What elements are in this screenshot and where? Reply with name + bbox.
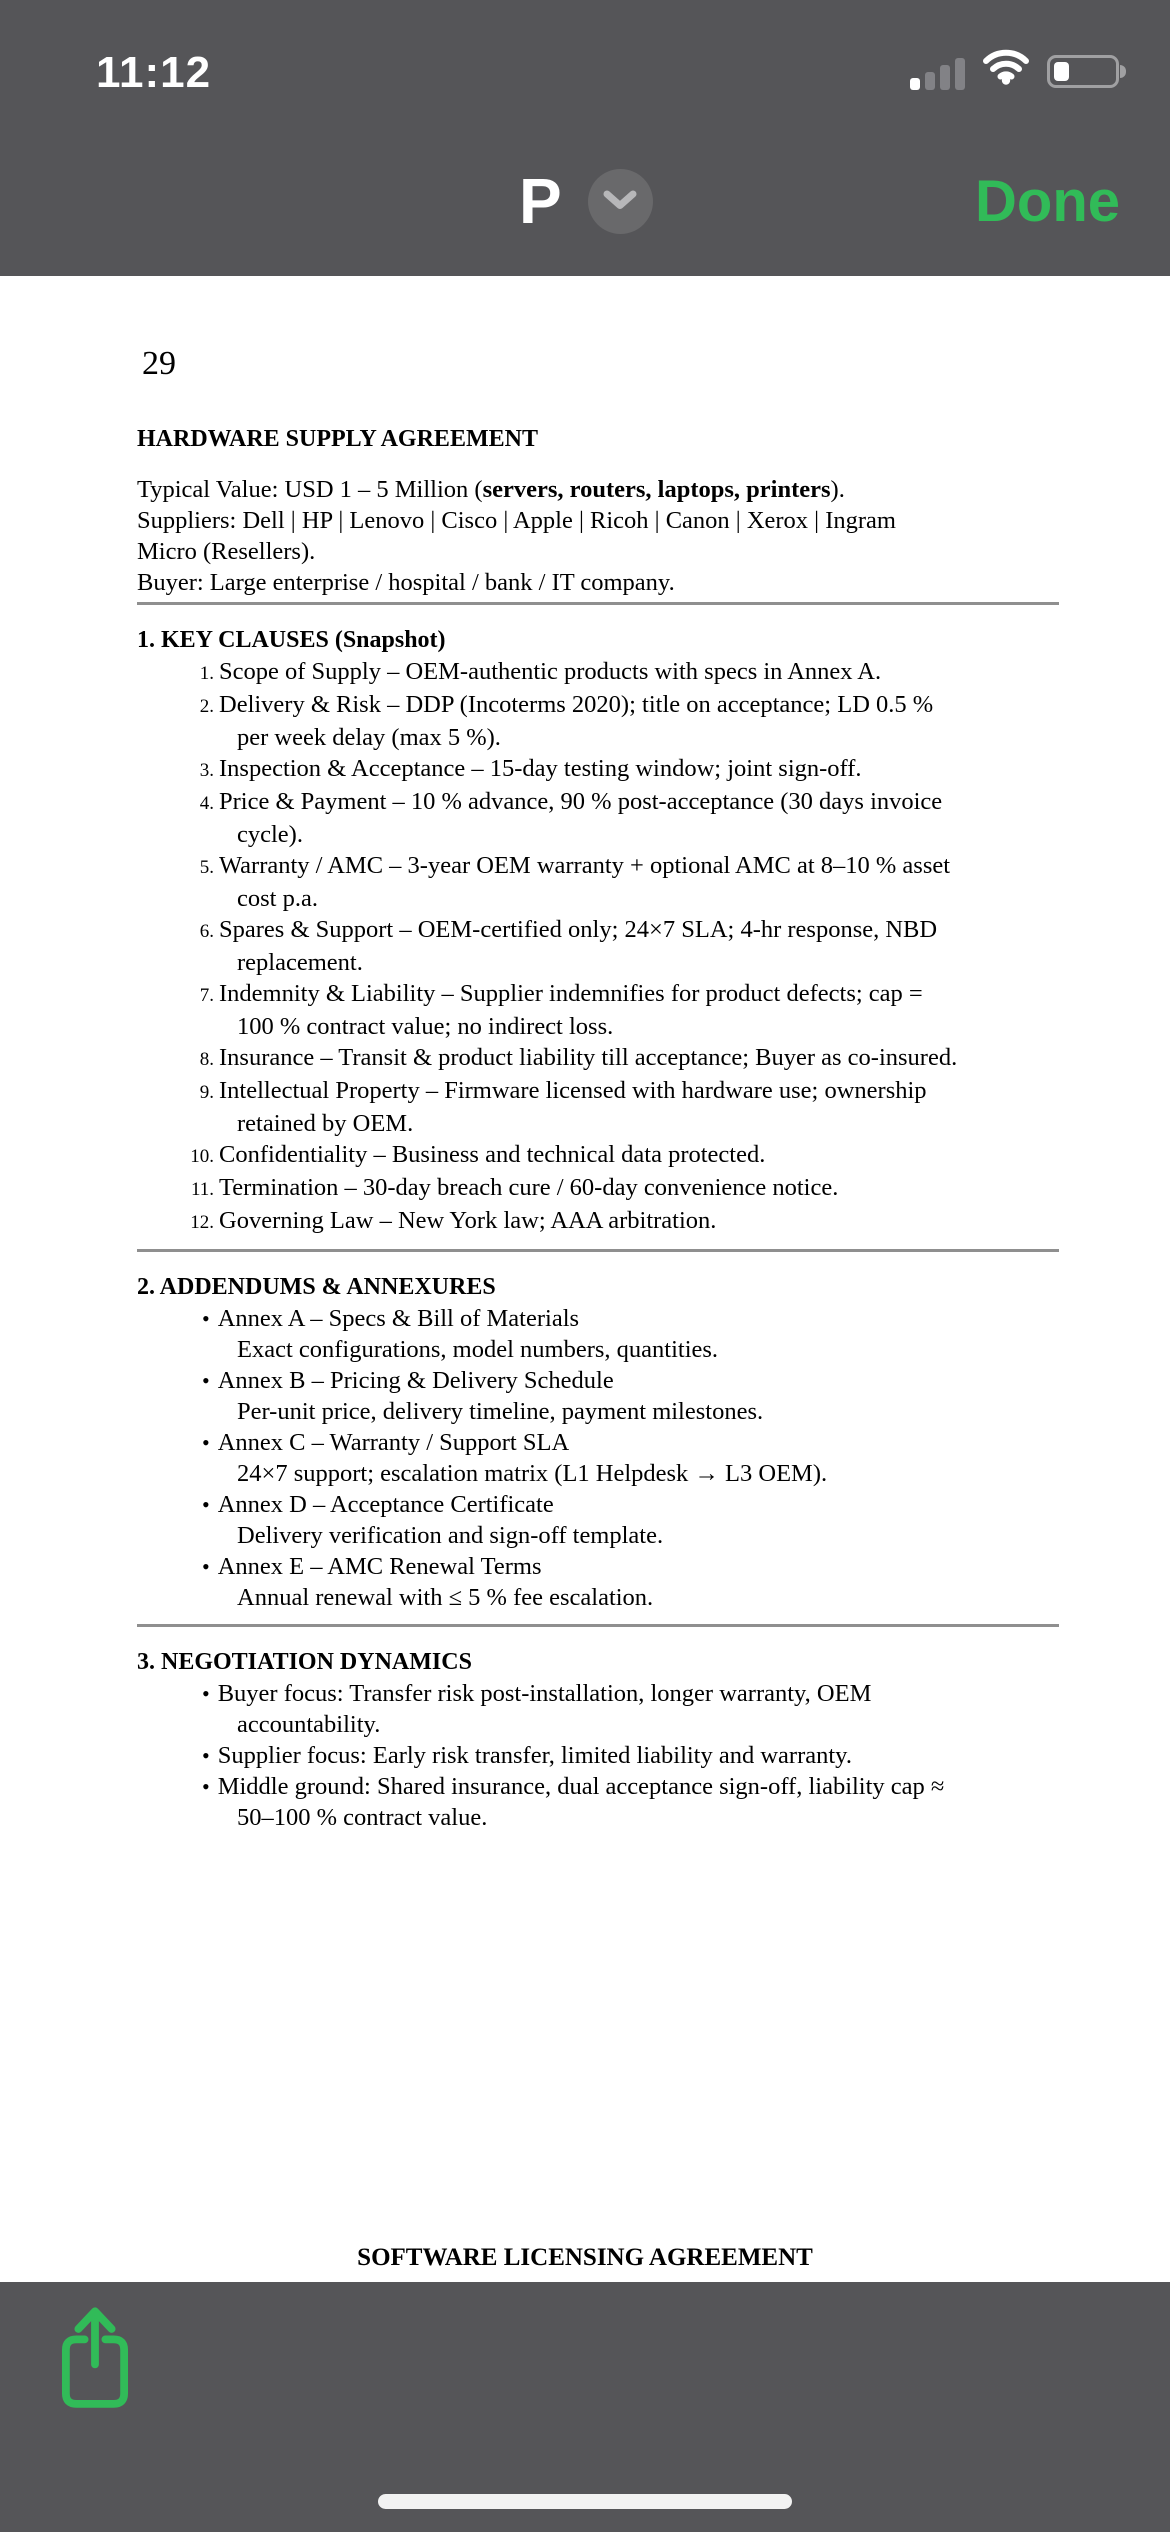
doc-text-line: 24×7 support; escalation matrix (L1 Helpdesk → L3 OEM). — [237, 1460, 828, 1487]
share-button[interactable] — [55, 2304, 135, 2408]
list-number: 2. — [199, 696, 214, 717]
status-time: 11:12 — [96, 48, 212, 97]
doc-text-line: 12. Governing Law – New York law; AAA arbitration. — [166, 1205, 1070, 1238]
bullet-marker: • — [202, 1774, 210, 1799]
doc-text-line: 8. Insurance – Transit & product liability till acceptance; Buyer as co-insured. — [166, 1042, 1070, 1075]
section-negotiation — [137, 1647, 1070, 1833]
status-bar — [910, 52, 1119, 90]
doc-text-line: Typical Value: USD 1 – 5 Million (servers, routers, laptops, printers). — [137, 476, 845, 503]
list-number: 9. — [199, 1082, 214, 1103]
chevron-down-icon — [603, 190, 637, 213]
section-heading: 3. NEGOTIATION DYNAMICS — [137, 1649, 472, 1675]
section-key-clauses — [137, 625, 1070, 1238]
doc-text-line: 10. Confidentiality – Business and technical data protected. — [166, 1139, 1070, 1172]
doc-text-line: Suppliers: Dell | HP | Lenovo | Cisco | Apple | Ricoh | Canon | Xerox | Ingram — [137, 507, 896, 534]
bottom-toolbar — [0, 2282, 1170, 2532]
list-number: 4. — [199, 793, 214, 814]
section-divider — [137, 1624, 1059, 1627]
top-chrome — [0, 0, 1170, 276]
section-heading: 2. ADDENDUMS & ANNEXURES — [137, 1274, 496, 1300]
page-number: 29 — [142, 345, 176, 382]
doc-text-line: • Annex E – AMC Renewal Terms — [202, 1553, 542, 1580]
bullet-marker: • — [202, 1681, 210, 1706]
doc-text-line: • Annex D – Acceptance Certificate — [202, 1491, 554, 1518]
list-number: 5. — [199, 857, 214, 878]
doc-text-line: Per-unit price, delivery timeline, payment milestones. — [237, 1398, 764, 1425]
doc-text-line: 2. Delivery & Risk – DDP (Incoterms 2020); title on acceptance; LD 0.5 % — [166, 689, 1070, 722]
doc-text-line: 3. Inspection & Acceptance – 15-day testing window; joint sign-off. — [166, 753, 1070, 786]
battery-icon — [1047, 55, 1119, 88]
list-number: 1. — [199, 663, 214, 684]
doc-text-line: 7. Indemnity & Liability – Supplier indemnifies for product defects; cap = — [166, 978, 1070, 1011]
bullet-marker: • — [202, 1554, 210, 1579]
bullet-marker: • — [202, 1492, 210, 1517]
doc-text-line: 1. Scope of Supply – OEM-authentic products with specs in Annex A. — [166, 656, 1070, 689]
document-page[interactable] — [0, 276, 1170, 2282]
list-number: 8. — [199, 1049, 214, 1070]
doc-text-line: retained by OEM. — [237, 1110, 414, 1137]
doc-text-line: replacement. — [237, 949, 363, 976]
doc-text-line: 9. Intellectual Property – Firmware licensed with hardware use; ownership — [166, 1075, 1070, 1108]
doc-text-line: cycle). — [237, 821, 303, 848]
doc-text-line: 11. Termination – 30-day breach cure / 60-day convenience notice. — [166, 1172, 1070, 1205]
list-number: 11. — [190, 1179, 214, 1200]
doc-text-line: accountability. — [237, 1711, 381, 1738]
next-page-heading: SOFTWARE LICENSING AGREEMENT — [357, 2244, 813, 2271]
list-number: 3. — [199, 760, 214, 781]
doc-text-line: 100 % contract value; no indirect loss. — [237, 1013, 614, 1040]
doc-text-line: Buyer: Large enterprise / hospital / bank / IT company. — [137, 569, 675, 596]
section-addendums — [137, 1272, 1070, 1613]
list-number: 10. — [190, 1146, 214, 1167]
doc-text-line: Delivery verification and sign-off template. — [237, 1522, 664, 1549]
doc-text-line: • Middle ground: Shared insurance, dual acceptance sign-off, liability cap ≈ — [202, 1773, 945, 1800]
document-content — [0, 276, 1170, 1833]
doc-text-line: • Buyer focus: Transfer risk post-installation, longer warranty, OEM — [202, 1680, 872, 1707]
wifi-icon — [982, 49, 1030, 90]
cellular-signal-icon — [910, 56, 965, 90]
done-button[interactable]: Done — [975, 169, 1120, 234]
share-icon — [55, 2396, 135, 2411]
doc-text-line: • Annex C – Warranty / Support SLA — [202, 1429, 570, 1456]
intro-paragraph — [137, 474, 1070, 598]
section-divider — [137, 1249, 1059, 1252]
doc-text-line: Annual renewal with ≤ 5 % fee escalation. — [237, 1584, 654, 1611]
doc-text-line: • Annex B – Pricing & Delivery Schedule — [202, 1367, 614, 1394]
doc-text-line: • Supplier focus: Early risk transfer, limited liability and warranty. — [202, 1742, 852, 1769]
home-indicator[interactable] — [378, 2494, 792, 2509]
list-number: 12. — [190, 1212, 214, 1233]
doc-text-line: 4. Price & Payment – 10 % advance, 90 % post-acceptance (30 days invoice — [166, 786, 1070, 819]
section-divider — [137, 602, 1059, 605]
section-heading: 1. KEY CLAUSES (Snapshot) — [137, 627, 446, 653]
list-number: 7. — [199, 985, 214, 1006]
doc-text-line: per week delay (max 5 %). — [237, 724, 501, 751]
document-heading: HARDWARE SUPPLY AGREEMENT — [137, 426, 538, 452]
doc-text-line: 6. Spares & Support – OEM-certified only; 24×7 SLA; 4-hr response, NBD — [166, 914, 1070, 947]
bullet-marker: • — [202, 1368, 210, 1393]
doc-text-line: Exact configurations, model numbers, quantities. — [237, 1336, 719, 1363]
bullet-marker: • — [202, 1306, 210, 1331]
document-title-short: P — [519, 165, 562, 237]
bullet-marker: • — [202, 1430, 210, 1455]
title-dropdown-button[interactable] — [588, 169, 653, 234]
list-number: 6. — [199, 921, 214, 942]
doc-text-line: cost p.a. — [237, 885, 318, 912]
bullet-marker: • — [202, 1743, 210, 1768]
battery-fill — [1054, 62, 1069, 81]
doc-text-line: Micro (Resellers). — [137, 538, 316, 565]
title-dropdown[interactable] — [519, 165, 653, 237]
doc-text-line: • Annex A – Specs & Bill of Materials — [202, 1305, 580, 1332]
doc-text-line: 50–100 % contract value. — [237, 1804, 488, 1831]
doc-text-line: 5. Warranty / AMC – 3-year OEM warranty + optional AMC at 8–10 % asset — [166, 850, 1070, 883]
